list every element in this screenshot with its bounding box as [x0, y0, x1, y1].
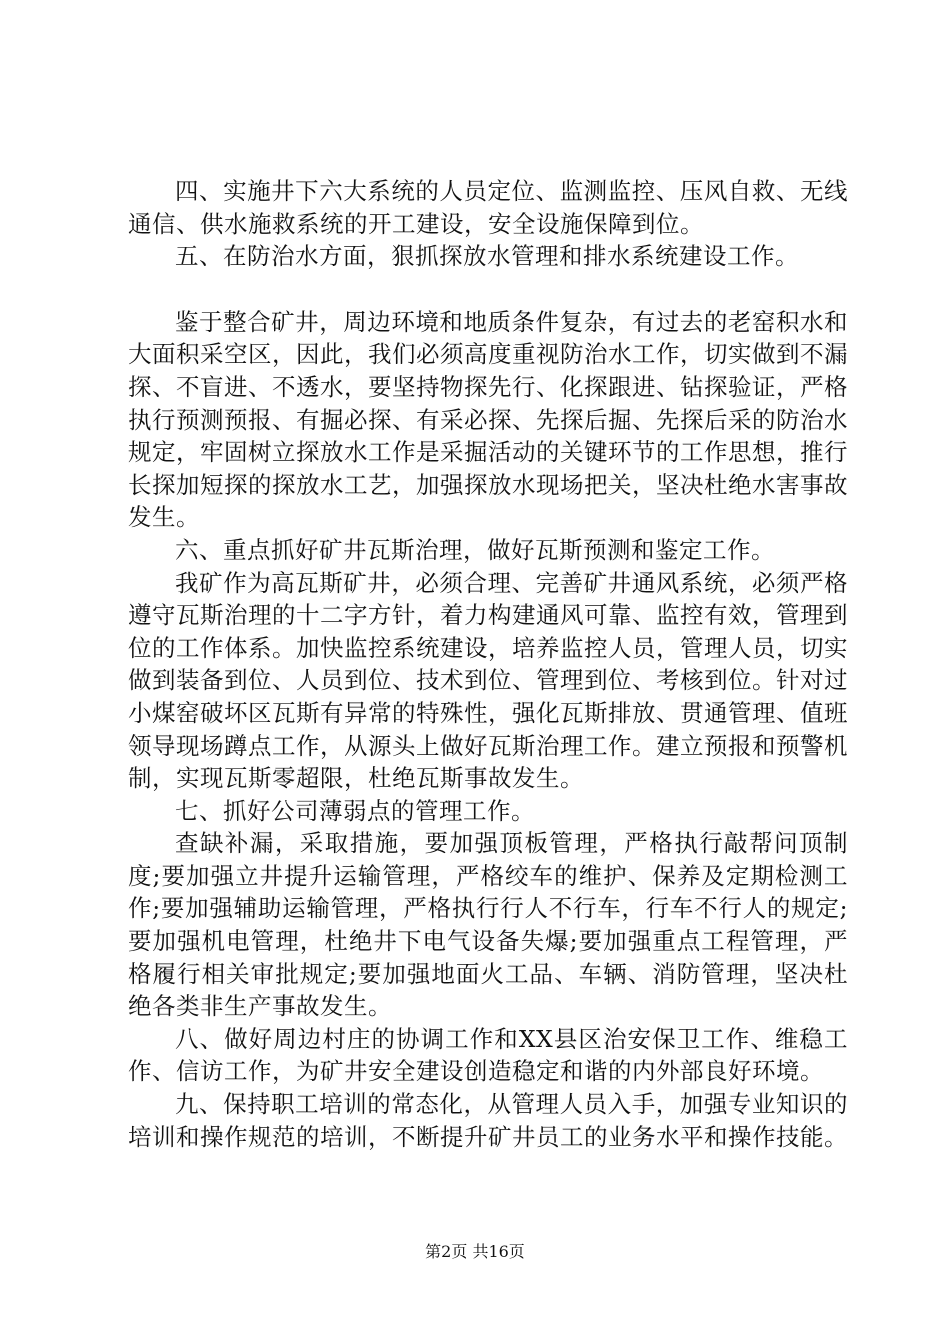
paragraph-water-control: 鉴于整合矿井，周边环境和地质条件复杂，有过去的老窑积水和大面积采空区，因此，我们必须高度重视防治水工作，切实做到不漏探、不盲进、不透水，要坚持物探先行、化探跟进、钻探验证，严格执行预测预报、有掘必探、有采必探、先探后掘、先探后采的防治水规定，牢固树立探放水工作是采掘活动的关键环节的工作思想，推行长探加短探的探放水工艺，加强探放水现场把关，坚决杜绝水害事故发生。	[128, 307, 848, 532]
paragraph-section-5-heading: 五、在防治水方面，狠抓探放水管理和排水系统建设工作。	[175, 242, 799, 271]
paragraph-section-6-heading: 六、重点抓好矿井瓦斯治理，做好瓦斯预测和鉴定工作。	[175, 535, 775, 564]
page-number-footer: 第2页 共16页	[425, 1242, 525, 1261]
paragraph-section-7-heading: 七、抓好公司薄弱点的管理工作。	[175, 796, 535, 825]
paragraph-gas-control: 我矿作为高瓦斯矿井，必须合理、完善矿井通风系统，必须严格遵守瓦斯治理的十二字方针，着力构建通风可靠、监控有效，管理到位的工作体系。加快监控系统建设，培养监控人员，管理人员，切实做到装备到位、人员到位、技术到位、管理到位、考核到位。针对过小煤窑破坏区瓦斯有异常的特殊性，强化瓦斯排放、贯通管理、值班领导现场蹲点工作，从源头上做好瓦斯治理工作。建立预报和预警机制，实现瓦斯零超限，杜绝瓦斯事故发生。	[128, 568, 848, 793]
paragraph-section-8: 八、做好周边村庄的协调工作和XX县区治安保卫工作、维稳工作、信访工作，为矿井安全建设创造稳定和谐的内外部良好环境。	[128, 1024, 848, 1086]
paragraph-section-9: 九、保持职工培训的常态化，从管理人员入手，加强专业知识的培训和操作规范的培训，不断提升矿井员工的业务水平和操作技能。	[128, 1090, 848, 1151]
document-body	[128, 175, 848, 1153]
paragraph-section-4: 四、实施井下六大系统的人员定位、监测监控、压风自救、无线通信、供水施救系统的开工建设，安全设施保障到位。	[128, 177, 848, 238]
paragraph-weak-points: 查缺补漏，采取措施，要加强顶板管理，严格执行敲帮问顶制度;要加强立井提升运输管理，严格绞车的维护、保养及定期检测工作;要加强辅助运输管理，严格执行行人不行车，行车不行人的规定;要加强机电管理，杜绝井下电气设备失爆;要加强重点工程管理，严格履行相关审批规定;要加强地面火工品、车辆、消防管理，坚决杜绝各类非生产事故发生。	[128, 829, 848, 1021]
